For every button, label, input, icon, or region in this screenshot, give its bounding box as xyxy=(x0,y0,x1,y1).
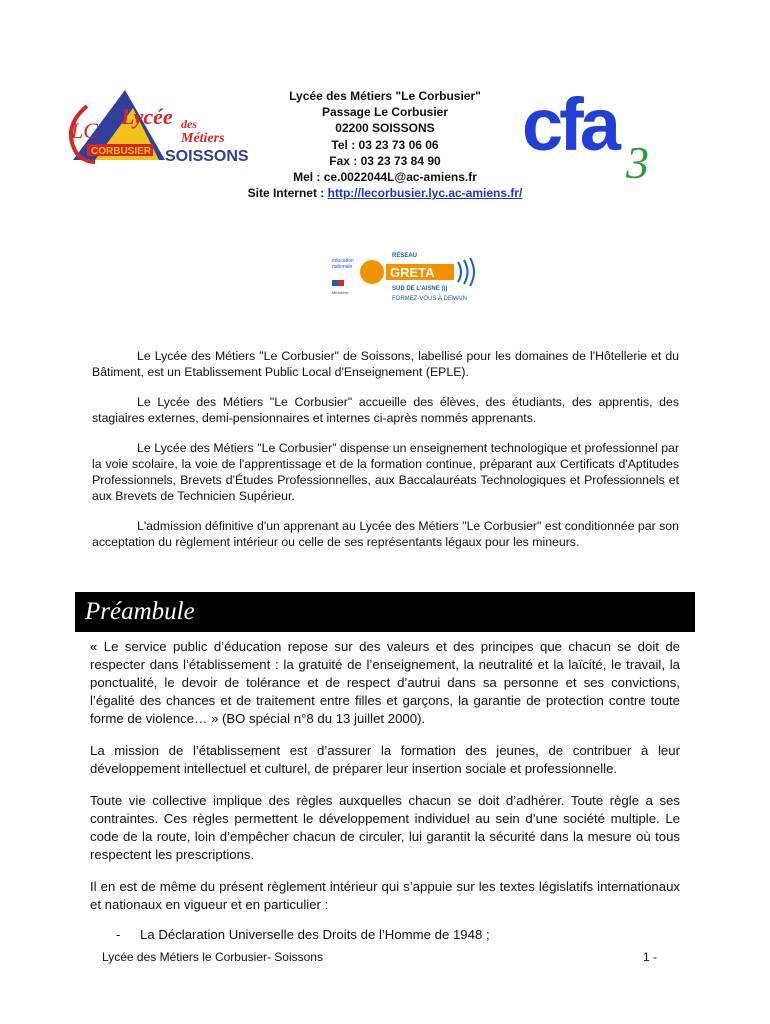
svg-text:FORMEZ-VOUS À DEMAIN: FORMEZ-VOUS À DEMAIN xyxy=(392,296,468,302)
preamble-paragraph-3: Toute vie collective implique des règles auxquelles chacun se doit d’adhérer. Toute règle a ses contraintes. Ces règles permettent le développement individuel au sein d’une société multiple. Le code de la route, loin d’empêcher chacun de circuler, lui garantit la sécurité dans la mesure où tous respectent les prescriptions. xyxy=(90,793,680,862)
intro-paragraph-1: Le Lycée des Métiers "Le Corbusier" de Soissons, labellisé pour les domaines de l'Hôtellerie et du Bâtiment, est un Etablissement Public Local d'Enseignement (EPLE). xyxy=(92,349,679,379)
svg-text:cfa: cfa xyxy=(522,86,617,166)
svg-text:SOISSONS: SOISSONS xyxy=(165,148,249,165)
contact-email: Mel : ce.0022044L@ac-amiens.fr xyxy=(293,170,477,185)
preamble-title: Préambule xyxy=(85,598,195,625)
list-dash: - xyxy=(116,927,121,942)
footer-school-name: Lycée des Métiers le Corbusier- Soissons xyxy=(102,950,323,964)
contact-block xyxy=(200,88,570,201)
svg-text:SUD DE L'AISNE ))): SUD DE L'AISNE ))) xyxy=(392,286,448,292)
preamble-heading-band xyxy=(75,592,695,632)
preamble-paragraph-1: « Le service public d’éducation repose sur des valeurs et des principes que chacun se doit de respecter dans l’établissement : la gratuité de l’enseignement, la neutralité et la laïcité, le travail, la ponctualité, le devoir de tolérance et de respect d’autrui dans sa personne et ses convictions, l’égalité des chances et de traitement entre filles et garçons, la garantie de protection contre toute forme de violence… » (BO spécial n°8 du 13 juillet 2000). xyxy=(90,639,680,726)
svg-text:CORBUSIER: CORBUSIER xyxy=(91,146,152,157)
website-link[interactable]: http://lecorbusier.lyc.ac-amiens.fr/ xyxy=(327,186,523,201)
svg-text:éducation: éducation xyxy=(332,258,354,264)
contact-name: Lycée des Métiers "Le Corbusier" xyxy=(289,89,481,103)
intro-paragraph-4: L'admission définitive d'un apprenant au Lycée des Métiers "Le Corbusier" est conditionnée par son acceptation du règlement intérieur ou celle de ses représentants légaux pour les mineurs. xyxy=(92,519,679,549)
cfa3-logo xyxy=(520,86,698,182)
svg-text:3: 3 xyxy=(626,137,649,182)
svg-text:GRETA: GRETA xyxy=(390,265,435,280)
preamble-paragraph-2: La mission de l’établissement est d’assurer la formation des jeunes, de contribuer à leur développement intellectuel et culturel, de préparer leur insertion sociale et professionnelle. xyxy=(90,743,680,776)
contact-website xyxy=(200,185,570,201)
website-label: Site Internet : xyxy=(247,186,328,201)
contact-phone: Tel : 03 23 73 06 06 xyxy=(331,137,439,152)
intro-paragraph-2: Le Lycée des Métiers "Le Corbusier" accueille des élèves, des étudiants, des apprentis, des stagiaires externes, demi-pensionnaires et internes ci-après nommés apprenants. xyxy=(92,395,679,425)
list-item-text: La Déclaration Universelle des Droits de l’Homme de 1948 ; xyxy=(140,927,490,942)
contact-fax: Fax : 03 23 73 84 90 xyxy=(329,153,441,168)
svg-text:Lycée: Lycée xyxy=(121,104,173,129)
intro-section xyxy=(92,348,679,550)
preamble-body xyxy=(90,638,680,944)
svg-text:Métiers: Métiers xyxy=(181,131,225,146)
preamble-paragraph-4: Il en est de même du présent règlement intérieur qui s’appuie sur les textes législatifs internationaux et nationaux en vigueur et en particulier : xyxy=(90,879,680,912)
svg-text:des: des xyxy=(181,117,197,131)
svg-text:Ministère: Ministère xyxy=(332,290,349,295)
page-footer xyxy=(102,950,657,964)
intro-paragraph-3: Le Lycée des Métiers "Le Corbusier" dispense un enseignement technologique et professionnel par la voie scolaire, la voie de l'apprentissage et de la formation continue, préparant aux Certificats d'Aptitudes Professionnels, Brevets d'Études Professionnelles, aux Baccalauréats Technologiques et Professionnels et aux Brevets de Technicien Supérieur. xyxy=(92,441,679,503)
greta-logo xyxy=(330,248,480,304)
svg-text:LC: LC xyxy=(71,118,98,143)
svg-text:nationale: nationale xyxy=(332,264,353,270)
svg-text:RÉSEAU: RÉSEAU xyxy=(392,253,418,259)
contact-street: Passage Le Corbusier xyxy=(321,105,449,120)
list-item xyxy=(90,926,680,944)
contact-city: 02200 SOISSONS xyxy=(335,121,435,136)
page-number: 1 - xyxy=(642,950,657,964)
